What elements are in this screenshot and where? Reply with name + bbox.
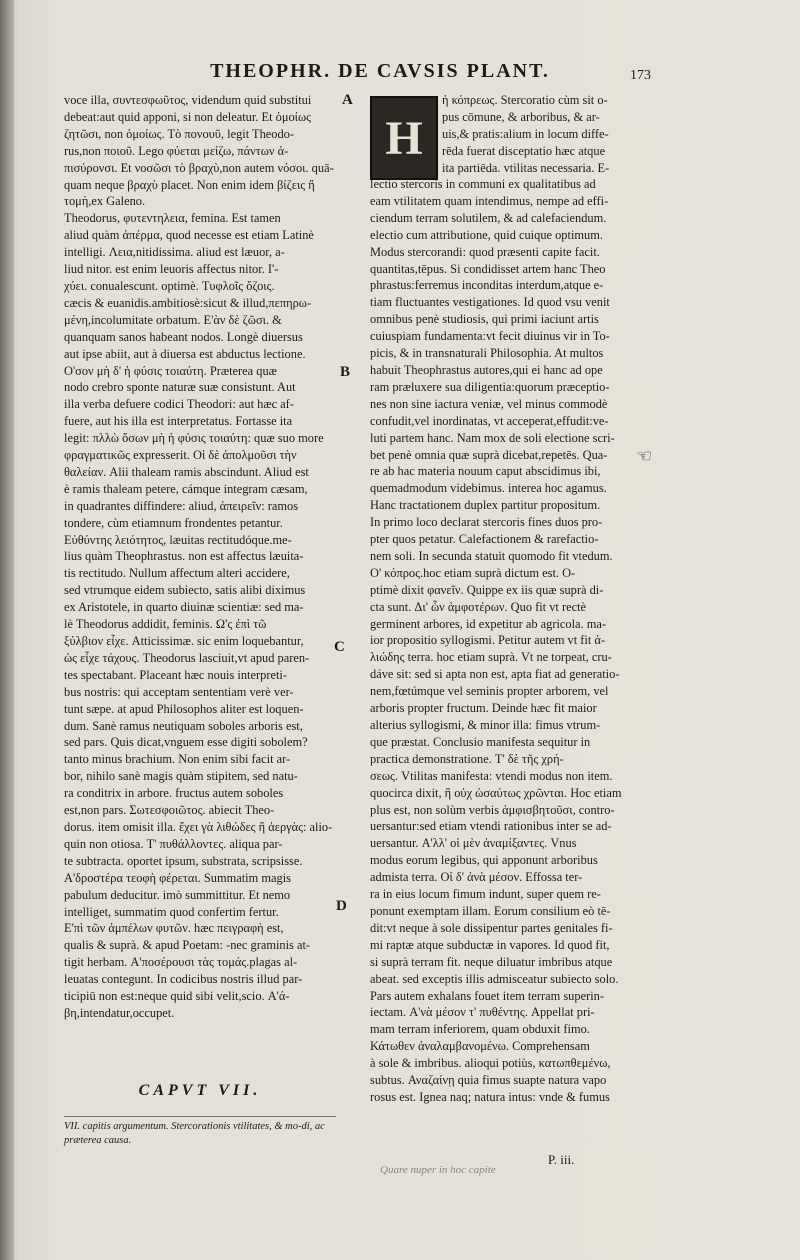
text-line: tunt sæpe. at apud Philosophos aliter est loquen- [64, 701, 304, 716]
text-line: dáve sit: sed si apta non est, apta fiat ad generatio- [370, 667, 620, 682]
text-line: rosus est. Ignea naq; natura intus: vnde & fumus [370, 1089, 610, 1104]
text-line: πισύρονσι. Et νοσῶσι τὸ βραχὺ,non autem νόσοι. quā- [64, 160, 334, 175]
text-line: bet penè omnia quæ suprà dicebat,repetēs. Qua- [370, 447, 608, 462]
text-line: subtus. Αναζαίνῃ quia fimus suapte natura vapo [370, 1073, 607, 1088]
page-number: 173 [630, 68, 651, 83]
text-line: rēda fuerat disceptatio hæc atque [442, 143, 606, 158]
drop-initial-letter: H [385, 111, 423, 165]
text-line: ὡς εἶχε τάχους. Theodorus lasciuit,vt apud paren- [64, 650, 310, 665]
text-line: qualis & suprà. & apud Poetam: -nec graminis at- [64, 938, 311, 953]
text-line: quemadmodum videbimus. interea hoc agamus. [370, 481, 607, 496]
text-line: nem soli. In secunda statuit quomodo fit vtedum. [370, 548, 613, 563]
text-line: re ab hac materia nouum caput abscidimus ibi, [370, 464, 601, 479]
text-line: ita partiēda. vtilitas necessaria. E- [442, 160, 610, 175]
text-line: βη,intendatur,occupet. [64, 1005, 175, 1020]
text-line: aut ipse abiit, aut à diuersa est abductus lectione. [64, 346, 306, 361]
text-line: tis rectitudo. Nullum affectum alteri accidere, [64, 566, 290, 581]
text-line: eam vtilitatem quam intendimus, nempe ad effi- [370, 193, 609, 208]
chapter-summary: VII. capitis argumentum. Stercorationis vtilitates, & mo-di, ac præterea causa. [64, 1121, 325, 1146]
text-line: Εὐθύντης λειότητος, læuitas rectitudóque.me- [64, 532, 292, 547]
text-line: germinent arbores, id expetitur ab agricola. ma- [370, 616, 607, 631]
text-line: tigit herbam. Α'ποσέρουσι τὰς τομάς.plagas al- [64, 955, 298, 970]
text-line: χύει. conualescunt. optimè. Τυφλοῖς ὄζοις. [64, 278, 275, 293]
margin-marker-a: A [342, 92, 353, 108]
text-line: tondere, cùm etiamnum frondentes petantur. [64, 515, 283, 530]
text-line: plus est, non solùm verbis ἀμφισβητοῦσι, contro- [370, 802, 615, 817]
text-line: ex Aristotele, in quarto diuinæ scientiæ: sed ma- [64, 600, 304, 615]
text-line: electio cum attributione, quid cuique optimum. [370, 227, 603, 242]
text-line: leuatas contegunt. In codicibus nostris illud par- [64, 972, 303, 987]
text-line: cæcis & euanidis.ambitiosè:sicut & illud,πεπηρω- [64, 295, 312, 310]
text-line: tiam fluctuantes vestigationes. Id quod vsu venit [370, 295, 610, 310]
text-line: In primo loco declarat stercoris fines duos pro- [370, 515, 603, 530]
text-line: uersantur. Α'λλ' οἱ μὲν ἀναμίξαντες. Vnus [370, 836, 577, 851]
text-line: confudit,vel inordinatas, vt acceperat,effudit:ve- [370, 413, 609, 428]
text-line: arboris propter fructum. Deinde hæc fit maior [370, 701, 597, 716]
text-line: Ο'σον μὴ δ' ἡ φύσις τοιαύτη. Præterea quæ [64, 363, 277, 378]
right-column-commentary [370, 176, 632, 1106]
margin-marker-c: C [334, 639, 345, 655]
text-line: bor, nihilo sanè magis quàm stipitem, sed natu- [64, 769, 298, 784]
text-line: uis,& pratis:alium in locum diffe- [442, 126, 609, 141]
text-line: cuiuspiam fundamenta:vt fecit diuinus vir in To- [370, 329, 610, 344]
text-line: quocirca dixit, ἢ οὐχ ὡσαύτως χρῶνται. Hoc etiam [370, 785, 622, 800]
text-line: omnibus penè studiosis, qui primi iaciunt artis [370, 312, 599, 327]
text-line: practica demonstratione. Τ' δὲ τῆς χρή- [370, 751, 564, 766]
text-line: θαλείαν. Alii thaleam ramis abscindunt. Aliud est [64, 464, 309, 479]
text-line: Κάτωθεν ἀναλαμβανομένω. Comprehensam [370, 1039, 590, 1054]
text-line: λιώδης terra. hoc etiam suprà. Vt ne torpeat, cru- [370, 650, 612, 665]
text-line: fuere, aut his illa est interpretatus. Fortasse ita [64, 414, 293, 429]
text-line: est,non pars. Σωτεσφοιῶτος. abiecit Theo- [64, 803, 275, 818]
signature-mark: P. iii. [548, 1152, 575, 1167]
running-title: THEOPHR. DE CAVSIS PLANT. [210, 60, 550, 82]
right-column-opening [442, 92, 632, 177]
text-line: te subtracta. oportet ipsum, substrata, scripsisse. [64, 853, 303, 868]
text-line: Α'δροστέρα τεοφὴ φέρεται. Summatim magis [64, 870, 291, 885]
text-line: ior propositio syllogismi. Petitur autem vt fit ἀ- [370, 633, 606, 648]
text-line: σεως. Vtilitas manifesta: vtendi modus non item. [370, 768, 613, 783]
text-line: pus cōmune, & arboribus, & ar- [442, 109, 600, 124]
text-line: quanquam sanos habeant nodos. Longè diuersus [64, 329, 303, 344]
text-line: Theodorus, φυτεντηλεια, femina. Est tamen [64, 211, 281, 226]
text-line: nes non sine iactura veniæ, vel minus commodè [370, 396, 608, 411]
text-line: mi raptæ atque subductæ in vapores. Id quod fit, [370, 937, 610, 952]
text-line: intelligi. Λεια,nitidissima. aliud est læuor, a- [64, 245, 285, 260]
text-line: ra in eius locum fimum indunt, super quem re- [370, 887, 601, 902]
divider [64, 1116, 336, 1117]
left-column-commentary [64, 92, 336, 1022]
text-line: sed pars. Quis dicat,vnguem esse digiti sobolem? [64, 735, 308, 750]
margin-marker-d: D [336, 898, 347, 914]
text-line: intelliget, summatim quod confertim fertur. [64, 904, 279, 919]
text-line: pabulum deducitur. imò summittitur. Et nemo [64, 887, 291, 902]
text-line: aliud quàm ἀπέρμα, quod necesse est etiam Latinè [64, 228, 314, 243]
text-line: ponunt exemptam illam. Eorum consilium eò tē- [370, 903, 611, 918]
text-line: illa verba defuere codici Theodori: aut hæc af- [64, 397, 294, 412]
text-line: modus eorum legibus, qui apponunt arboribus [370, 853, 598, 868]
text-line: lè Theodorus addidit, feminis. Ω'ς ἐπὶ τῶ [64, 617, 267, 632]
text-line: quam neque βραχὺ placet. Non enim idem βίζεις ἢ [64, 177, 315, 192]
text-line: è ramis thaleam petere, cámque integram cæsam, [64, 481, 308, 496]
text-line: uersantur:sed etiam vtendi rationibus inter se ad- [370, 819, 612, 834]
text-line: phrastus:ferremus inconditas interdum,atque e- [370, 278, 604, 293]
text-line: Ε'πὶ τῶν ἀμπέλων φυτῶν. hæc πειγραφὴ est, [64, 921, 284, 936]
text-line: lectio stercoris in communi ex qualitatibus ad [370, 177, 596, 191]
text-line: ra conditrix in arbore. fructus autem soboles [64, 786, 284, 801]
text-line: admista terra. Οἱ δ' ἀνὰ μέσον. Effossa ter- [370, 870, 583, 885]
text-line: φραγματικῶς expresserit. Οἱ δὲ ἀπολμοῦσι τὴν [64, 448, 297, 463]
text-line: iectam. Α'νὰ μέσον τ' πυθέντης. Appellat pri- [370, 1005, 595, 1020]
text-line: tes spectabant. Placeant hæc nouis interpreti- [64, 667, 287, 682]
page-gutter-shadow [0, 0, 14, 1260]
text-line: ζητῶσι, non ὁμοίως. Τὸ πονουῦ, legit Theodo- [64, 126, 295, 141]
text-line: ticipiū non est:neque quid sibi velit,scio. Α'ά- [64, 989, 290, 1004]
text-line: abeat. sed exceptis illis admisceatur subiecto solo. [370, 971, 619, 986]
text-line: voce illa, συντεσφωῦτος, videndum quid substitui [64, 93, 312, 107]
bleed-through-text: Quare nuper in hoc capite [380, 1164, 496, 1176]
text-line: μένη,incolumitate orbatum. Ε'ὰν δὲ ζῶσι. & [64, 312, 282, 327]
text-line: sed vtrumque eidem subiecto, satis alibi diximus [64, 583, 306, 598]
text-line: ἡ κόπρεως. Stercoratio cùm sit o- [442, 93, 608, 107]
text-line: Hanc tractationem duplex partitur propositum. [370, 498, 601, 513]
text-line: liud nitor. est enim leuoris affectus nitor. Ι'- [64, 262, 279, 277]
text-line: Ο' κόπρος.hoc etiam suprà dictum est. O- [370, 565, 576, 580]
text-line: quin non otiosa. Τ' πυθάλλοντες. aliqua par- [64, 836, 283, 851]
text-line: in quadrantes diffindere: aliud, ἀπειρεῖν: ramos [64, 498, 299, 513]
text-line: à sole & imbribus. alioqui potiùs, κατωπθεμένω, [370, 1056, 611, 1071]
decorated-drop-initial [370, 96, 438, 180]
manicule-icon: ☜ [636, 446, 653, 466]
text-line: nem,fœtúmque vel seminis propter arborem, vel [370, 684, 609, 699]
text-line: ram præluxere sua diligentia:quorum præceptio- [370, 379, 610, 394]
text-line: nodo crebro sponte naturæ suæ consistunt. Aut [64, 380, 296, 395]
text-line: τομὴ,ex Galeno. [64, 194, 146, 209]
text-line: habuit Theophrastus autores,qui ei hanc ad ope [370, 362, 603, 377]
text-line: alterius syllogismi, & minor illa: fimus vtrum- [370, 718, 601, 732]
text-line: tanto minus brachium. Non enim sibi facit ar- [64, 752, 291, 767]
text-line: legit: πλλὼ ὅσων μὴ ἡ φύσις τοιαύτη: quæ suo more [64, 431, 324, 446]
text-line: Pars autem exhalans fouet item terram superin- [370, 988, 604, 1003]
text-line: dum. Sanè ramus neutiquam soboles arboris est, [64, 718, 303, 733]
text-line: luti partem hanc. Nam mox de soli electione scri- [370, 430, 615, 445]
text-line: que præstat. Conclusio manifesta sequitur in [370, 734, 591, 749]
text-line: si suprà terram fit. neque diluatur imbribus atque [370, 954, 613, 969]
text-line: mam terram inferiorem, quam obduxit fimo. [370, 1022, 590, 1037]
text-line: ptimè dixit φανεῖν. Quippe ex iis quæ suprà di- [370, 582, 604, 597]
text-line: ciendum terram solutilem, & ad calefaciendum. [370, 210, 607, 225]
text-line: Modus stercorandi: quod præsenti capite facit. [370, 244, 600, 259]
text-line: ξύλβιον εἶχε. Atticissimæ. sic enim loquebantur, [64, 634, 304, 648]
text-line: pter quos petatur. Calefactionem & rarefactio- [370, 532, 599, 547]
text-line: lius quàm Theophrastus. non est affectus læuita- [64, 549, 304, 564]
text-line: rus,non ποιοῦ. Lego φύεται μείζω, πάντων ἀ- [64, 143, 289, 158]
text-line: quantitas,tēpus. Si condidisset artem hanc Theo [370, 261, 606, 276]
margin-marker-b: B [340, 364, 351, 380]
text-line: picis, & in transnaturali Philosophia. At multos [370, 346, 604, 361]
text-line: bus nostris: qui acceptam sententiam verè ver- [64, 684, 294, 699]
text-line: dit:vt neque à sole dissipentur partes genitales fi- [370, 920, 613, 935]
text-line: dorus. item omisit illa. ἔχει γὰ λιθώδες ἢ ἀεργὰς: alio- [64, 819, 333, 834]
text-line: cta sunt. Δι' ὧν ἀμφοτέρων. Quo fit vt rectè [370, 599, 587, 614]
chapter-heading: CAPVT VII. [138, 1082, 262, 1099]
text-line: debeat:aut quid apponi, si non deleatur. Et ὁμοίως [64, 109, 312, 124]
